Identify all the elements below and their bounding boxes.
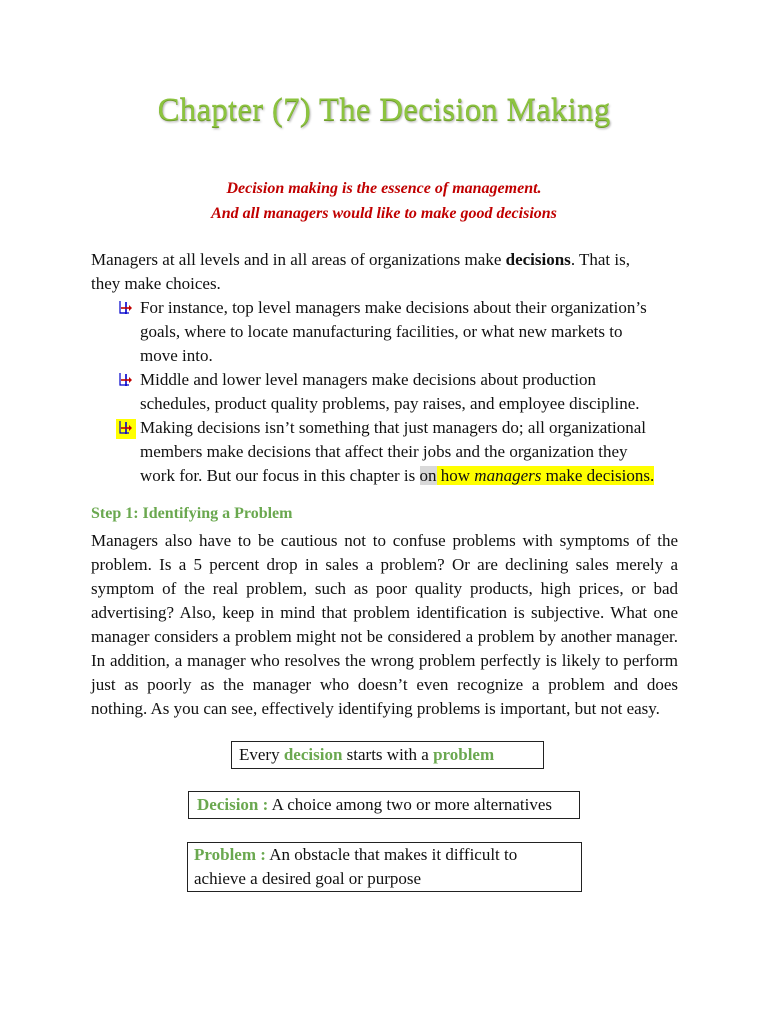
highlight-how: how (436, 466, 475, 485)
problem-definition-line-1: An obstacle that makes it difficult to (265, 845, 518, 864)
every-decision-box (231, 741, 544, 769)
intro-text: Managers at all levels and in all areas of organizations make (91, 250, 506, 269)
quote-line-2: And all managers would like to make good decisions (211, 205, 557, 222)
decision-definition-box (188, 791, 580, 819)
problem-definition-line-2: achieve a desired goal or purpose (194, 869, 422, 888)
italic-managers: managers (474, 466, 542, 485)
problem-term: Problem : (194, 845, 266, 864)
bullet-3-line-3 (140, 466, 654, 486)
bullet-arrow-icon (116, 299, 136, 319)
bullet-arrow-icon (116, 371, 136, 391)
bullet-2-line-1: Middle and lower level managers make decisions about production (140, 370, 597, 389)
bullet-arrow-icon (116, 419, 136, 439)
bullet-1-line-3: move into. (140, 346, 213, 365)
intro-line-2: they make choices. (91, 274, 221, 293)
bullet-2-line-2: schedules, product quality problems, pay raises, and employee discipline. (140, 394, 640, 413)
box-term-decision: decision (283, 745, 343, 764)
decision-definition: A choice among two or more alternatives (268, 795, 553, 814)
bullet-3-line-2: members make decisions that affect their jobs and the organization they (140, 442, 628, 461)
box-text: starts with a (342, 745, 434, 764)
bullet-3-text: work for. But our focus in this chapter is (140, 466, 420, 485)
bullet-1-line-1: For instance, top level managers make decisions about their organization’s (140, 298, 647, 317)
step-1-paragraph: Managers also have to be cautious not to confuse problems with symptoms of the problem. Is a 5 percent drop in sales a problem? Or are declining sales merely a symptom of the real problem, such as poor quality products, high prices, or bad advertising? Also, keep in mind that problem identification is subjective. What one manager considers a problem might not be considered a problem by another manager. In addition, a manager who resolves the wrong problem perfectly is likely to perform just as poorly as the manager who doesn’t even recognize a problem and does nothing. As you can see, effectively identifying problems is important, but not easy. (91, 531, 678, 718)
step-1-heading: Step 1: Identifying a Problem (91, 505, 293, 522)
problem-definition-box (187, 842, 582, 892)
bullet-1-line-2: goals, where to locate manufacturing facilities, or what new markets to (140, 322, 623, 341)
intro-bold-decisions: decisions (505, 250, 571, 269)
highlight-on: on (419, 466, 437, 485)
box-text: Every (239, 745, 284, 764)
quote-line-1: Decision making is the essence of management. (226, 180, 542, 197)
intro-line-1 (91, 250, 630, 270)
bullet-3-line-1: Making decisions isn’t something that just managers do; all organizational (140, 418, 646, 437)
highlight-how-managers (437, 466, 655, 485)
chapter-title: Chapter (7) The Decision Making (157, 92, 611, 128)
decision-term: Decision : (197, 795, 269, 814)
box-term-problem: problem (433, 745, 495, 764)
intro-text-end: . That is, (570, 250, 630, 269)
highlight-make-decisions: make decisions. (541, 466, 655, 485)
